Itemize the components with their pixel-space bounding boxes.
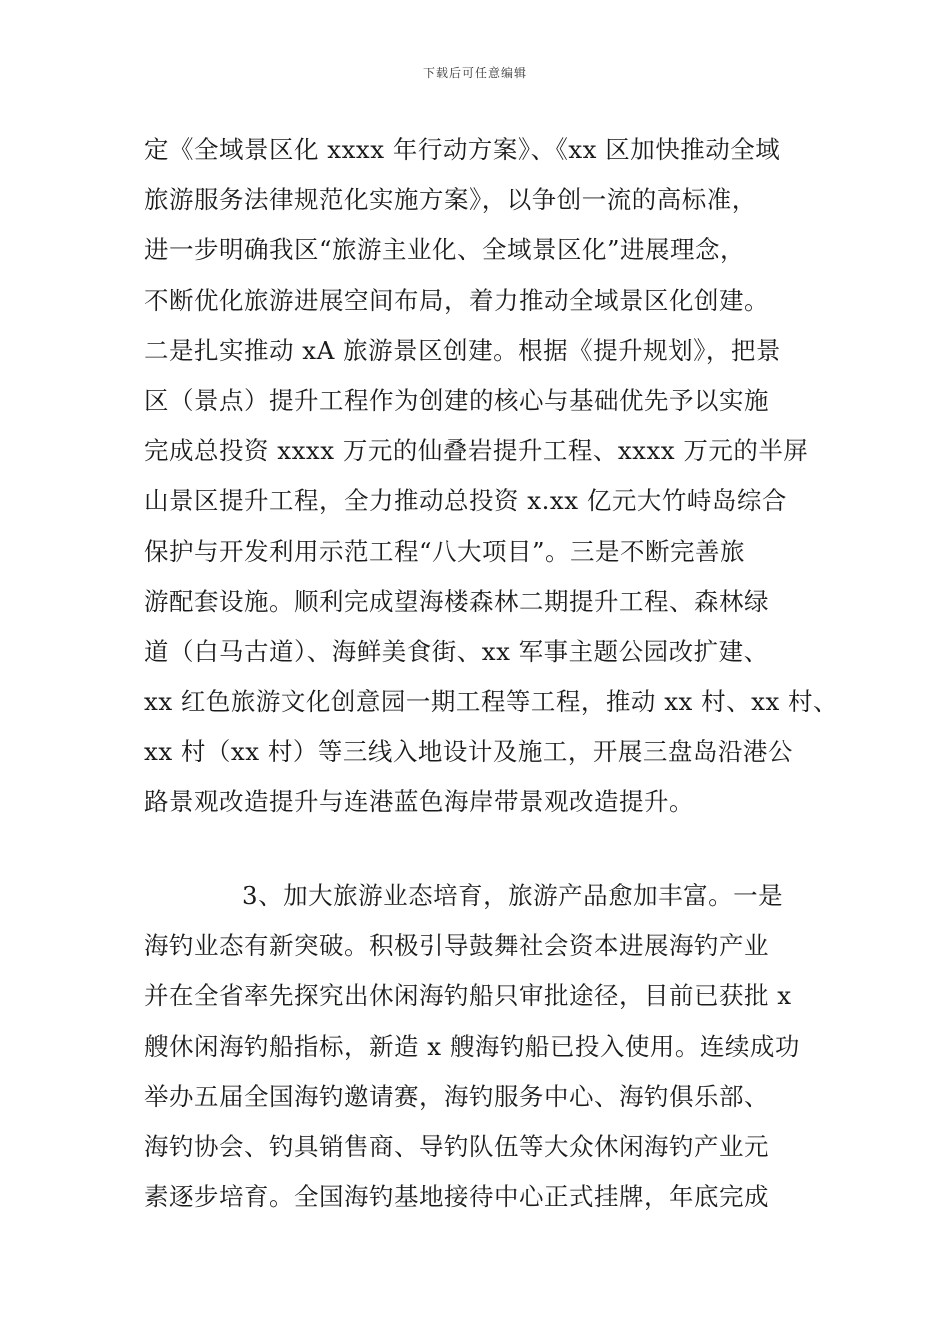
text-line-indented: 3、加大旅游业态培育，旅游产品愈加丰富。一是 xyxy=(242,881,784,910)
text-line: 不断优化旅游进展空间布局，着力推动全域景区化创建。 xyxy=(144,285,769,315)
text-line: 并在全省率先探究出休闲海钓船只审批途径，目前已获批 x xyxy=(144,981,792,1011)
text-line: 路景观改造提升与连港蓝色海岸带景观改造提升。 xyxy=(144,787,694,817)
text-line: 举办五届全国海钓邀请赛，海钓服务中心、海钓俱乐部、 xyxy=(144,1081,769,1111)
text-line: 区（景点）提升工程作为创建的核心与基础优先予以实施 xyxy=(144,385,769,415)
text-line: 素逐步培育。全国海钓基地接待中心正式挂牌，年底完成 xyxy=(144,1182,769,1212)
text-line: 完成总投资 xxxx 万元的仙叠岩提升工程、xxxx 万元的半屏 xyxy=(144,436,809,466)
text-line: 定《全域景区化 xxxx 年行动方案》、《xx 区加快推动全域 xyxy=(144,135,781,164)
text-line: 旅游服务法律规范化实施方案》，以争创一流的高标准， xyxy=(144,185,757,215)
text-line: 游配套设施。顺利完成望海楼森林二期提升工程、森林绿 xyxy=(144,586,769,616)
text-line: 道（白马古道）、海鲜美食街、xx 军事主题公园改扩建、 xyxy=(144,636,769,666)
paragraph-1 xyxy=(144,125,839,828)
text-line: xx 村（xx 村）等三线入地设计及施工，开展三盘岛沿港公 xyxy=(144,737,793,767)
text-line: 海钓协会、钓具销售商、导钓队伍等大众休闲海钓产业元 xyxy=(144,1131,769,1161)
text-line: 进一步明确我区“旅游主业化、全域景区化”进展理念， xyxy=(144,235,746,265)
text-line: xx 红色旅游文化创意园一期工程等工程，推动 xx 村、xx 村、 xyxy=(144,687,839,717)
text-line: 海钓业态有新突破。积极引导鼓舞社会资本进展海钓产业 xyxy=(144,931,769,961)
text-line: 艘休闲海钓船指标，新造 x 艘海钓船已投入使用。连续成功 xyxy=(144,1031,800,1061)
text-line: 二是扎实推动 xA 旅游景区创建。根据《提升规划》，把景 xyxy=(144,335,781,365)
text-line: 保护与开发利用示范工程“八大项目”。三是不断完善旅 xyxy=(144,536,746,566)
page-header: 下载后可任意编辑 xyxy=(422,66,527,80)
paragraph-2 xyxy=(144,871,824,1222)
text-line: 山景区提升工程，全力推动总投资 x.xx 亿元大竹峙岛综合 xyxy=(144,486,787,516)
